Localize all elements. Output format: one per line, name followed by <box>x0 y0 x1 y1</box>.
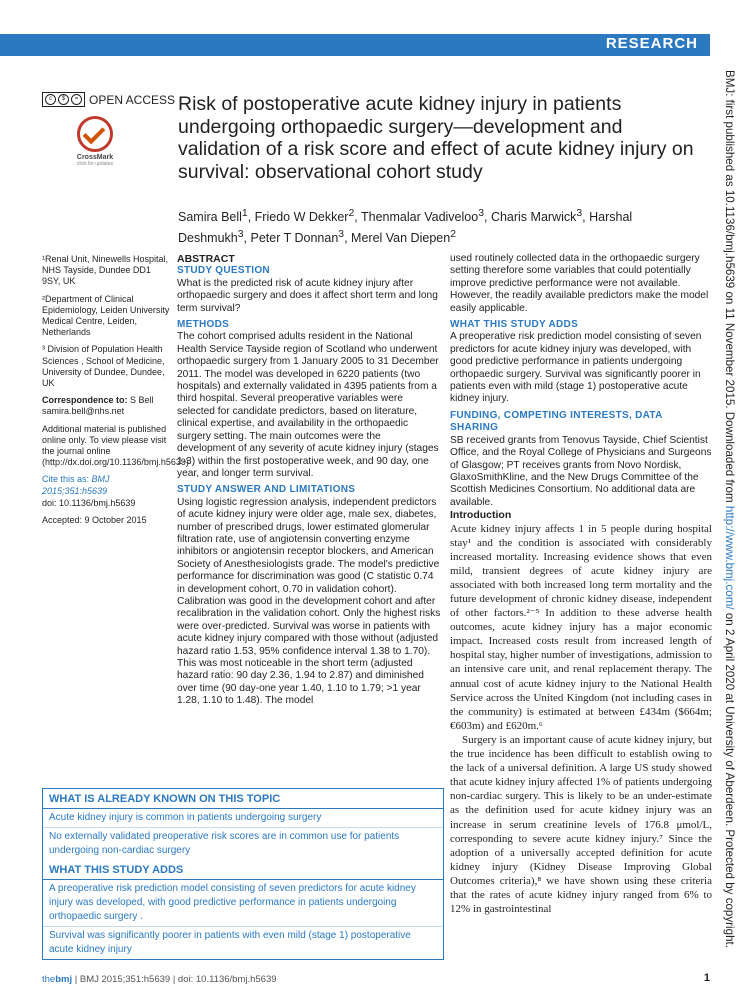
funding-heading: FUNDING, COMPETING INTERESTS, DATA SHARING <box>450 409 663 434</box>
known-heading: WHAT IS ALREADY KNOWN ON THIS TOPIC <box>49 793 281 805</box>
affiliation-2: ²Department of Clinical Epidemiology, Leiden University Medical Centre, Leiden, Netherlands <box>42 293 170 338</box>
funding-text: SB received grants from Tenovus Tayside, Chief Scientist Office, and the Royal College of Physicians and Surgeons of Glasgow; PT receives grants from Novo Nordisk, GlaxoSmithKline, and the New Drugs Committee of the Scottish Medicines Consortium. No additional data are available. <box>450 434 712 508</box>
vertical-link[interactable]: http://www.bmj.com/ <box>723 505 736 610</box>
author: Friedo W Dekker$^2$, <box>254 208 361 225</box>
crossmark-label: CrossMark <box>76 154 114 161</box>
intro-paragraph-2: Surgery is an important cause of acute kidney injury, but the true incidence has been difficult to establish owing to the lack of a universal definition. A large US study showed that acute kidney injury affected 1% of patients undergoing non-cardiac surgery. This is likely to be an under-estimate as the definition used for acute kidney injury was an increase in serum creatinine levels of 176.8 μmol/L, corresponding to severe acute kidney injury.⁷ Since the adoption of a universally accepted definition for acute kidney injury (Kidney Disease Improving Global Outcomes criteria),⁸ we have shown using these criteria that the rates of acute kidney injury ranged from 6% to 12% in gastrointestinal <box>450 733 712 916</box>
adds-heading: WHAT THIS STUDY ADDS <box>450 319 579 331</box>
study-question-heading: STUDY QUESTION <box>177 265 270 277</box>
additional-material: Additional material is published online only. To view please visit the journal online (http://dx.doi.org/10.1136/bmj.h5639) <box>42 423 189 468</box>
affiliation-sidebar <box>42 254 189 532</box>
page-number: 1 <box>703 972 710 984</box>
cite-as: Cite this as: BMJ 2015;351:h5639 <box>42 474 110 496</box>
correspondence-email[interactable]: samira.bell@nhs.net <box>42 406 125 417</box>
box-adds-heading: WHAT THIS STUDY ADDS <box>49 864 184 876</box>
accepted-date: Accepted: 9 October 2015 <box>42 515 147 526</box>
author-list <box>178 205 698 247</box>
summary-box <box>42 788 444 960</box>
footer-citation: | BMJ 2015;351:h5639 | doi: 10.1136/bmj.h5639 <box>74 974 277 985</box>
methods-text: The cohort comprised adults resident in the National Health Service Tayside region of Scotland who underwent orthopaedic surgery from 1 January 2005 to 31 December 2011. The model was developed in 6220 patients (two hospitals) and externally validated in 4395 patients from a third hospital. Several preoperative variables were selected for candidate predictors, based on literature, clinical expertise, and availability in the orthopaedic surgery setting. The main outcomes were the development of any severity of acute kidney injury (stages 1-3) within the first postoperative week, and 90 day, one year, and longer term survival. <box>177 331 439 479</box>
author: Thenmalar Vadiveloo$^3$, <box>360 208 491 225</box>
crossmark-badge[interactable] <box>65 116 125 167</box>
page-footer <box>42 974 712 985</box>
author: Peter T Donnan$^3$, <box>250 229 352 246</box>
article-title: Risk of postoperative acute kidney injury in patients undergoing orthopaedic surgery—development and validation of a risk score and effect of acute kidney injury on survival: observational cohort study <box>178 93 694 183</box>
adds-item: Survival was significantly poorer in patients with even mild (stage 1) postoperative acute kidney injury <box>43 926 443 959</box>
known-item: No externally validated preoperative risk scores are in common use for patients undergoing non-cardiac surgery <box>43 827 443 860</box>
crossmark-icon <box>77 116 113 152</box>
adds-item: A preoperative risk prediction model consisting of seven predictors for acute kidney injury was developed, with good predictive performance in patients undergoing orthopaedic surgery . <box>49 883 416 922</box>
cc-license-icon: c $ = <box>42 92 85 107</box>
affiliation-3: ³ Division of Population Health Sciences , School of Medicine, University of Dundee, Dundee, UK <box>42 344 165 389</box>
abstract-column-1 <box>177 253 441 708</box>
doi: doi: 10.1136/bmj.h5639 <box>42 497 136 508</box>
research-banner <box>0 34 710 56</box>
open-access <box>42 92 175 107</box>
author: Charis Marwick$^3$, <box>490 208 590 225</box>
intro-heading: Introduction <box>450 509 512 522</box>
study-question-text: What is the predicted risk of acute kidney injury after orthopaedic surgery and does it affect short term and long term survival? <box>177 277 438 314</box>
vertical-citation-strip <box>723 70 746 970</box>
adds-text: A preoperative risk prediction model consisting of seven predictors for acute kidney injury was developed, with good predictive performance in patients undergoing orthopaedic surgery. Survival was significantly poorer in patients even with mild (stage 1) postoperative acute kidney injury. <box>450 331 702 405</box>
intro-paragraph-1: Acute kidney injury affects 1 in 5 people during hospital stay¹ and the condition is associated with considerably increased mortality. Increasing evidence shows that even mild, transient degrees of acute kidney injury are associated with both increased long term mortality and the future development of chronic kidney disease, independent of other factors.²⁻⁵ In addition to these adverse health outcomes, acute kidney injury has a major economic impact. Increased costs result from increased length of hospital stay, higher number of investigations, admission to an intensive care unit, and renal replacement therapy. The annual cost of acute kidney injury to the National Health Service across the United Kingdom (not including cases in the community) is estimated at between £434m ($664m; €603m) and £620m.⁶ <box>450 522 712 732</box>
affiliation-1: ¹Renal Unit, Ninewells Hospital, NHS Tayside, Dundee DD1 9SY, UK <box>42 254 169 287</box>
answer-text-continued: used routinely collected data in the orthopaedic surgery setting therefore some variables that could potentially improve predictive performance were not available. However, the readily available predictors make the model easily applicable. <box>450 253 709 314</box>
crossmark-sub: click for updates <box>76 161 114 167</box>
correspondence: Correspondence to: S Bell samira.bell@nhs.net <box>42 395 154 417</box>
vertical-citation-text: BMJ: first published as 10.1136/bmj.h5639 on 11 November 2015. Downloaded from http://www.bmj.com/ on 2 April 2020 at University of Aberdeen. Protected by copyright. <box>723 70 736 948</box>
answer-text: Using logistic regression analysis, independent predictors of acute kidney injury were older age, male sex, diabetes, number of prescribed drugs, lower estimated glomerular filtration rate, use of angiotensin converting enzyme inhibitors or angiotensin receptor blockers, and American Society of Anesthesiologists grade. The model's predictive performance for discrimination was good (C statistic 0.74 in development cohort, 0.70 in validation cohort). Calibration was good in the development cohort and after recalibration in the validation cohort. Only the highest risks were over-predicted. Survival was worse in patients with acute kidney injury compared with those without (adjusted hazard ratio 1.53, 95% confidence interval 1.38 to 1.70). This was most noticeable in the short term (adjusted hazard ratio: 90 day 2.36, 1.94 to 2.87) and diminished over time (90 day-one year 1.40, 1.10 to 1.79; >1 year 1.28, 1.10 to 1.48). The model <box>177 496 441 707</box>
abstract-heading: ABSTRACT <box>177 253 235 265</box>
research-label: RESEARCH <box>605 35 698 52</box>
known-item: Acute kidney injury is common in patients undergoing surgery <box>49 812 322 823</box>
author: Harshal Deshmukh$^3$, <box>178 210 633 246</box>
journal-brand: thebmj <box>42 974 73 985</box>
author: Merel Van Diepen$^2$ <box>351 229 456 246</box>
answer-heading: STUDY ANSWER AND LIMITATIONS <box>177 484 356 496</box>
abstract-column-2 <box>450 253 712 916</box>
open-access-label: OPEN ACCESS <box>89 92 176 107</box>
methods-heading: METHODS <box>177 319 230 331</box>
author: Samira Bell$^1$, <box>178 208 255 225</box>
